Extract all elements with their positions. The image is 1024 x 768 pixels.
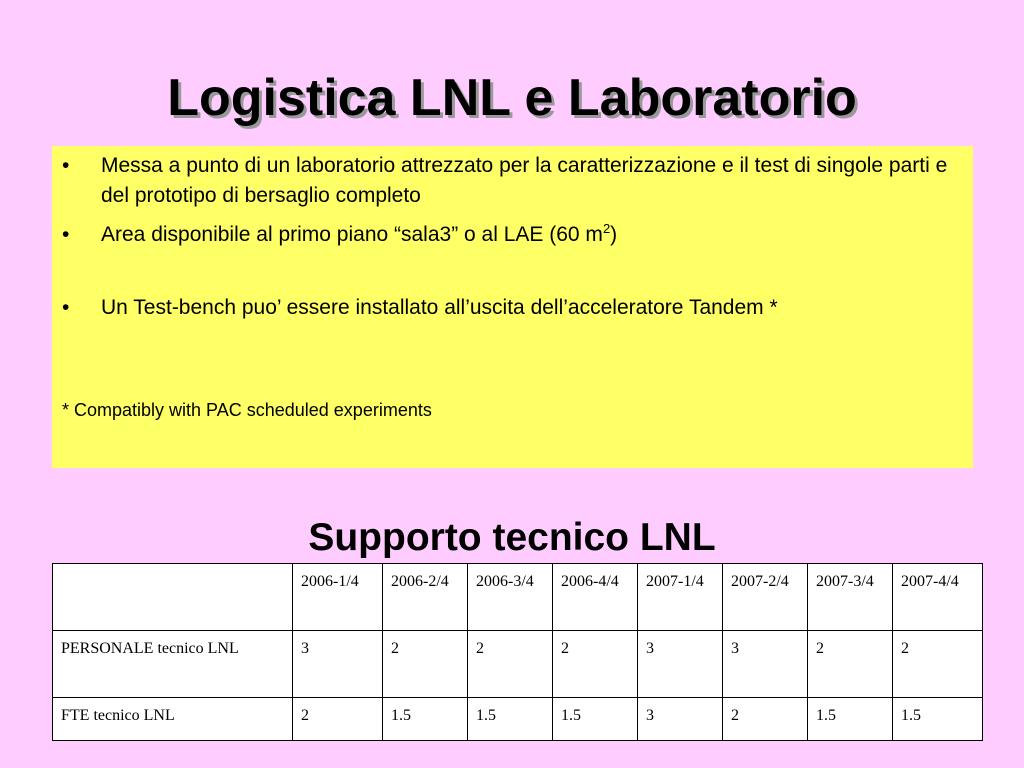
header-cell: 2007-1/4 bbox=[638, 564, 723, 631]
bullet-text: Messa a punto di un laboratorio attrezzato per la caratterizzazione e il test di singole parti e del prototipo di bersaglio completo bbox=[101, 154, 948, 207]
header-cell: 2007-3/4 bbox=[808, 564, 893, 631]
table-cell: 2 bbox=[553, 631, 638, 698]
table-cell: 2 bbox=[723, 698, 808, 741]
table-cell: 3 bbox=[638, 631, 723, 698]
header-cell: 2006-4/4 bbox=[553, 564, 638, 631]
bullet-text: Un Test-bench puo’ essere installato all’uscita dell’acceleratore Tandem * bbox=[101, 296, 778, 319]
bullet-marker: • bbox=[62, 154, 70, 177]
header-cell: 2006-1/4 bbox=[293, 564, 383, 631]
support-table bbox=[52, 563, 983, 741]
superscript: 2 bbox=[602, 221, 611, 236]
table-cell: 1.5 bbox=[468, 698, 553, 741]
header-cell: 2007-4/4 bbox=[893, 564, 983, 631]
bullet-text-tail: ) bbox=[610, 223, 618, 246]
header-cell bbox=[53, 564, 293, 631]
table-cell: 2 bbox=[893, 631, 983, 698]
content-box bbox=[52, 146, 973, 468]
header-cell: 2006-2/4 bbox=[383, 564, 468, 631]
slide-title: Logistica LNL e Laboratorio bbox=[167, 69, 857, 127]
table-row bbox=[53, 631, 983, 698]
table-cell: 1.5 bbox=[808, 698, 893, 741]
row-label: PERSONALE tecnico LNL bbox=[53, 631, 293, 698]
bullet-text-wrapper bbox=[101, 220, 962, 250]
bullet-item bbox=[62, 220, 962, 250]
table-cell: 1.5 bbox=[553, 698, 638, 741]
bullet-marker: • bbox=[62, 296, 70, 319]
header-cell: 2006-3/4 bbox=[468, 564, 553, 631]
table-cell: 2 bbox=[808, 631, 893, 698]
table-cell: 3 bbox=[638, 698, 723, 741]
table-cell: 1.5 bbox=[383, 698, 468, 741]
table-header-row bbox=[53, 564, 983, 631]
bullet-item bbox=[62, 293, 962, 323]
bullet-item bbox=[62, 151, 962, 211]
table-row bbox=[53, 698, 983, 741]
footnote: * Compatibly with PAC scheduled experiments bbox=[62, 400, 432, 420]
bullet-marker: • bbox=[62, 223, 70, 246]
table-cell: 2 bbox=[468, 631, 553, 698]
table-cell: 1.5 bbox=[893, 698, 983, 741]
row-label: FTE tecnico LNL bbox=[53, 698, 293, 741]
table-cell: 2 bbox=[383, 631, 468, 698]
table-cell: 3 bbox=[723, 631, 808, 698]
header-cell: 2007-2/4 bbox=[723, 564, 808, 631]
section-subtitle: Supporto tecnico LNL bbox=[308, 516, 716, 559]
table-cell: 2 bbox=[293, 698, 383, 741]
table-cell: 3 bbox=[293, 631, 383, 698]
bullet-text: Area disponibile al primo piano “sala3” o al LAE (60 m bbox=[101, 223, 603, 246]
